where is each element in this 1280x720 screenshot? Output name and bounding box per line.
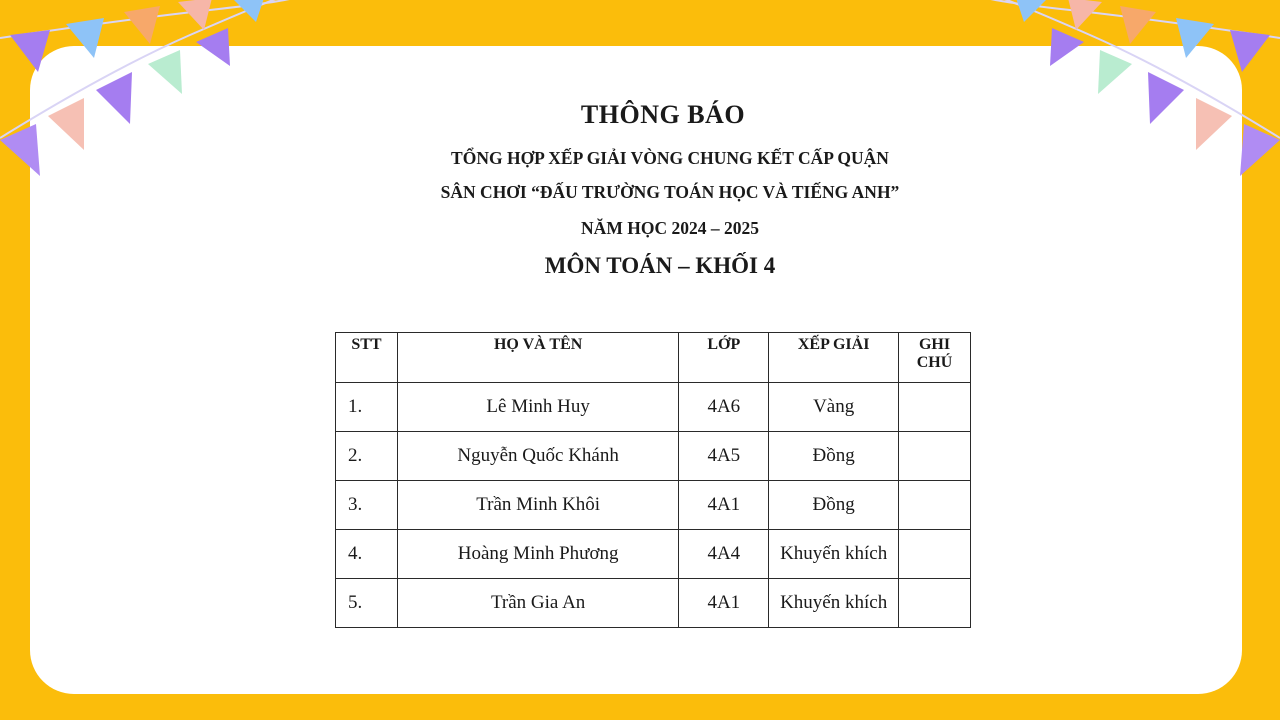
table-row	[336, 579, 971, 628]
cell-note	[899, 481, 971, 530]
cell-name: Lê Minh Huy	[397, 383, 678, 432]
document-title: THÔNG BÁO	[580, 100, 746, 129]
cell-award: Vàng	[769, 383, 899, 432]
cell-stt: 5.	[336, 579, 398, 628]
cell-class: 4A6	[679, 383, 769, 432]
cell-note	[899, 383, 971, 432]
results-table	[335, 332, 971, 628]
cell-note	[899, 432, 971, 481]
table-row	[336, 383, 971, 432]
cell-name: Hoàng Minh Phương	[397, 530, 678, 579]
cell-class: 4A1	[679, 481, 769, 530]
header-class: LỚP	[679, 333, 769, 383]
cell-name: Nguyễn Quốc Khánh	[397, 432, 678, 481]
header-note-line-2: CHÚ	[916, 354, 953, 371]
header-award: XẾP GIẢI	[769, 333, 899, 383]
cell-name: Trần Gia An	[397, 579, 678, 628]
cell-award: Đồng	[769, 432, 899, 481]
cell-award: Khuyến khích	[769, 579, 899, 628]
cell-award: Đồng	[769, 481, 899, 530]
cell-class: 4A1	[679, 579, 769, 628]
cell-award: Khuyến khích	[769, 530, 899, 579]
cell-class: 4A4	[679, 530, 769, 579]
document-subtitle-line-1: TỔNG HỢP XẾP GIẢI VÒNG CHUNG KẾT CẤP QUẬN	[451, 148, 889, 168]
header-name: HỌ VÀ TÊN	[397, 333, 678, 383]
cell-class: 4A5	[679, 432, 769, 481]
cell-note	[899, 530, 971, 579]
table-row	[336, 481, 971, 530]
cell-name: Trần Minh Khôi	[397, 481, 678, 530]
document-subject: MÔN TOÁN – KHỐI 4	[544, 253, 776, 278]
table-row	[336, 530, 971, 579]
table-header-row	[336, 333, 971, 383]
cell-stt: 2.	[336, 432, 398, 481]
cell-stt: 4.	[336, 530, 398, 579]
document-subtitle-line-2: SÂN CHƠI “ĐẤU TRƯỜNG TOÁN HỌC VÀ TIẾNG ANH”	[440, 182, 900, 202]
document-school-year: NĂM HỌC 2024 – 2025	[581, 218, 759, 238]
cell-stt: 3.	[336, 481, 398, 530]
header-stt: STT	[336, 333, 398, 383]
cell-note	[899, 579, 971, 628]
header-note-line-1: GHI	[918, 336, 951, 353]
cell-stt: 1.	[336, 383, 398, 432]
table-row	[336, 432, 971, 481]
header-note	[899, 333, 971, 383]
